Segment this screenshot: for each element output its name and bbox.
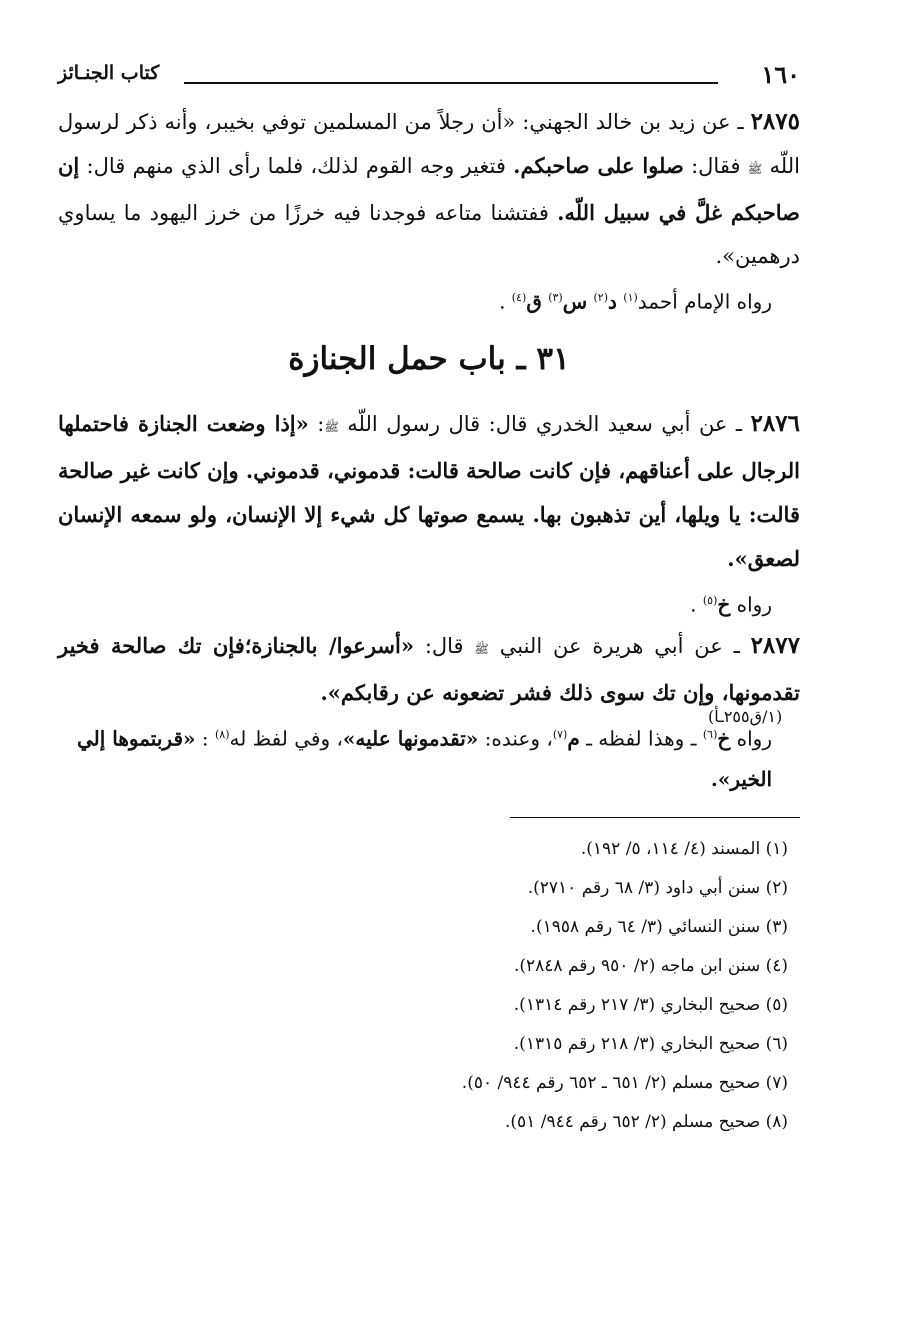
source-siglum: خ [717,592,731,617]
hadith-text: ـ عن أبي هريرة عن النبي [499,634,740,659]
footnote-ref: (٥) [702,593,718,607]
riwaya-text: ، وعنده: [484,726,553,751]
source-siglum: ق [526,289,542,314]
prophetic-speech: إن صاحبكم غلَّ في سبيل اللّه. [58,153,800,225]
hadith-text: فتغير وجه القوم لذلك، فلما رأى الذي منهم قال: [86,154,506,178]
footnote-item: (٤) سنن ابن ماجه (٢/ ٩٥٠ رقم ٢٨٤٨). [513,955,788,976]
footnotes-list [58,830,800,1142]
source-siglum: س [562,289,588,314]
footnote-ref: (٦) [702,728,718,742]
footnote-item: (١) المسند (٤/ ١١٤، ٥/ ١٩٢). [580,838,788,859]
salawat-glyph: ﷺ [474,642,489,657]
book-page [58,56,800,1142]
riwaya-end: . [499,289,506,314]
chapter-heading: ٣١ ـ باب حمل الجنازة [288,340,570,377]
hadith-number: ٢٨٧٥ [750,108,800,135]
hadith-text: ففتشنا متاعه فوجدنا فيه خرزًا من خرز اليهود ما يساوي درهمين». [58,201,800,268]
page-header [58,56,800,100]
source-siglum: م [567,726,580,751]
hadith-number: ٢٨٧٧ [750,632,800,660]
riwaya-prefix: رواه [736,726,772,751]
footnote-ref: (٣) [548,291,563,304]
footnote-ref: (١) [623,291,638,304]
riwaya-line [58,581,800,625]
hadith-text: فقال: [691,154,741,178]
riwaya-end: . [690,592,697,617]
footnote-ref: (٤) [511,291,527,304]
running-title: كتاب الجنـائز [58,62,160,84]
salawat-glyph: ﷺ [747,162,763,176]
footnote-ref: (٢) [593,291,609,304]
variant-wording: «تقدمونها عليه» [342,726,479,751]
header-rule [184,82,718,84]
hadith-text: ـ عن أبي سعيد الخدري قال: قال رسول اللّه [347,411,743,436]
hadith-number: ٢٨٧٦ [750,409,800,437]
riwaya-text: : [201,726,209,751]
footnote-item: (٧) صحيح مسلم (٢/ ٦٥١ ـ ٦٥٢ رقم ٩٤٤/ ٥٠). [461,1072,788,1093]
source-siglum: د [608,289,617,314]
hadith-text: : [317,411,325,436]
hadith-text: ـ عن زيد بن خالد الجهني: «أن رجلاً من المسلمين توفي بخيبر، وأنه ذكر لرسول اللّه [58,110,800,178]
riwaya-line [58,715,800,799]
source-siglum: خ [717,726,731,751]
riwaya-text: ـ وهذا لفظه ـ [586,726,697,751]
variant-wording: «قربتموها إلي الخير». [76,726,772,791]
footnote-item: (٨) صحيح مسلم (٢/ ٦٥٢ رقم ٩٤٤/ ٥١). [505,1111,788,1132]
prophetic-speech: صلوا على صاحبكم. [513,153,684,178]
prophetic-speech: «أسرعوا/ بالجنازة؛فإن تك صالحة فخير تقدمونها، وإن تك سوى ذلك فشر تضعونه عن رقابكم». [58,633,800,706]
hadith-2875 [58,100,800,278]
footnote-ref: (٧) [552,728,568,742]
footnote-item: (٥) صحيح البخاري (٣/ ٢١٧ رقم ١٣١٤). [513,994,788,1015]
page-number: ١٦٠ [761,60,800,89]
riwaya-text: ، وفي لفظ له [229,726,343,751]
prophetic-speech: «إذا وضعت الجنازة فاحتملها الرجال على أعناقهم، فإن كانت صالحة قالت: قدموني، قدموني. وإن كانت غير صالحة قالت: يا ويلها، أين تذهبون بها. يسمع صوتها كل شيء إلا الإنسان، ولو سمعه الإنسان لصعق». [58,410,800,571]
footnote-item: (٦) صحيح البخاري (٣/ ٢١٨ رقم ١٣١٥). [513,1033,788,1054]
footnote-ref: (٨) [214,728,230,742]
footnote-separator [510,817,800,818]
manuscript-folio-note: (١/ق٢٥٥ـأ) [708,707,783,726]
riwaya-prefix: رواه [736,592,772,617]
hadith-2877 [58,624,800,715]
riwaya-prefix: رواه الإمام أحمد [637,289,772,314]
footnote-item: (٢) سنن أبي داود (٣/ ٦٨ رقم ٢٧١٠). [527,877,788,898]
hadith-2876 [58,402,800,581]
footnote-item: (٣) سنن النسائي (٣/ ٦٤ رقم ١٩٥٨). [530,916,788,937]
hadith-text: قال: [424,634,464,659]
salawat-glyph: ﷺ [324,419,339,434]
riwaya-line [58,278,800,322]
